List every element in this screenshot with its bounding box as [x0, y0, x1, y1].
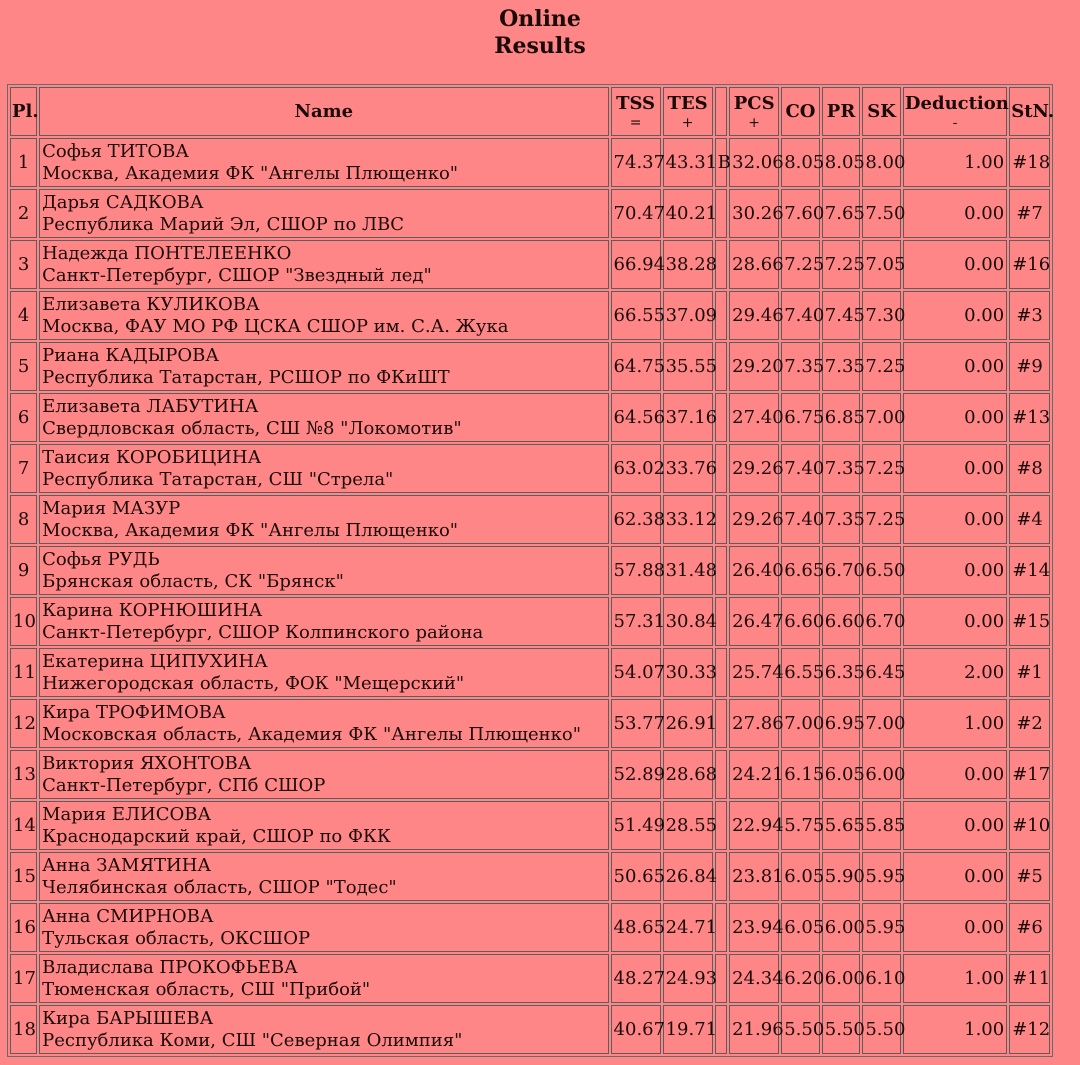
- pcs-cell: 32.06: [729, 138, 779, 187]
- name-cell: [39, 903, 608, 952]
- tss-cell: 66.94: [611, 240, 661, 289]
- pcs-cell: 21.96: [729, 1005, 779, 1054]
- sk-cell: 5.95: [862, 852, 901, 901]
- co-cell: 6.05: [781, 903, 820, 952]
- tss-cell: 74.37: [611, 138, 661, 187]
- skater-name: Риана КАДЫРОВА: [42, 344, 220, 366]
- col-header-start-number: StN.: [1009, 87, 1050, 136]
- sk-cell: 5.95: [862, 903, 901, 952]
- col-header-tss: TSS =: [611, 87, 661, 136]
- name-cell: [39, 393, 608, 442]
- skater-club: Нижегородская область, ФОК "Мещерский": [42, 672, 465, 694]
- col-header-sk: SK: [862, 87, 901, 136]
- table-row: [10, 903, 1050, 952]
- place-cell: 3: [10, 240, 37, 289]
- name-cell: [39, 954, 608, 1003]
- sk-cell: 6.10: [862, 954, 901, 1003]
- col-header-deduction: Deduction -: [903, 87, 1007, 136]
- table-row: [10, 291, 1050, 340]
- pr-cell: 6.05: [822, 750, 861, 799]
- tes-cell: 24.93: [663, 954, 713, 1003]
- table-row: [10, 699, 1050, 748]
- sk-cell: 7.50: [862, 189, 901, 238]
- skater-club: Челябинская область, СШОР "Тодес": [42, 876, 397, 898]
- place-cell: 5: [10, 342, 37, 391]
- tes-cell: 37.09: [663, 291, 713, 340]
- skater-club: Москва, Академия ФК "Ангелы Плющенко": [42, 162, 459, 184]
- pr-cell: 7.35: [822, 342, 861, 391]
- tss-cell: 57.88: [611, 546, 661, 595]
- place-cell: 12: [10, 699, 37, 748]
- table-row: [10, 750, 1050, 799]
- tes-cell: 31.48: [663, 546, 713, 595]
- start-number-cell: #11: [1009, 954, 1050, 1003]
- skater-club: Свердловская область, СШ №8 "Локомотив": [42, 417, 462, 439]
- place-cell: 6: [10, 393, 37, 442]
- start-number-cell: #8: [1009, 444, 1050, 493]
- page-title-line-1: Online: [499, 6, 581, 32]
- place-cell: 16: [10, 903, 37, 952]
- skater-club: Республика Марий Эл, СШОР по ЛВС: [42, 213, 405, 235]
- deduction-cell: 0.00: [903, 342, 1007, 391]
- co-cell: 6.75: [781, 393, 820, 442]
- deduction-cell: 0.00: [903, 444, 1007, 493]
- skater-name: Виктория ЯХОНТОВА: [42, 752, 252, 774]
- deduction-cell: 0.00: [903, 750, 1007, 799]
- name-cell: [39, 291, 608, 340]
- deduction-cell: 0.00: [903, 546, 1007, 595]
- results-table: [7, 84, 1053, 1057]
- deduction-cell: 1.00: [903, 138, 1007, 187]
- table-row: [10, 801, 1050, 850]
- header-row: [10, 87, 1050, 136]
- skater-club: Санкт-Петербург, СШОР "Звездный лед": [42, 264, 432, 286]
- table-row: [10, 393, 1050, 442]
- sk-cell: 6.00: [862, 750, 901, 799]
- skater-club: Тюменская область, СШ "Прибой": [42, 978, 371, 1000]
- pcs-cell: 29.46: [729, 291, 779, 340]
- co-cell: 7.00: [781, 699, 820, 748]
- pcs-cell: 24.34: [729, 954, 779, 1003]
- co-cell: 8.05: [781, 138, 820, 187]
- tss-cell: 62.38: [611, 495, 661, 544]
- table-row: [10, 240, 1050, 289]
- tes-cell: 35.55: [663, 342, 713, 391]
- deduction-cell: 0.00: [903, 291, 1007, 340]
- sk-cell: 7.05: [862, 240, 901, 289]
- co-cell: 7.40: [781, 495, 820, 544]
- tes-cell: 38.28: [663, 240, 713, 289]
- tes-cell: 28.55: [663, 801, 713, 850]
- col-header-deduction-operator: -: [952, 114, 958, 131]
- pr-cell: 6.00: [822, 954, 861, 1003]
- sk-cell: 5.50: [862, 1005, 901, 1054]
- col-header-tes: TES +: [663, 87, 713, 136]
- pcs-cell: 28.66: [729, 240, 779, 289]
- table-row: [10, 138, 1050, 187]
- tes-cell: 24.71: [663, 903, 713, 952]
- pr-cell: 6.95: [822, 699, 861, 748]
- skater-club: Москва, Академия ФК "Ангелы Плющенко": [42, 519, 459, 541]
- co-cell: 6.05: [781, 852, 820, 901]
- co-cell: 7.35: [781, 342, 820, 391]
- col-header-pr: PR: [822, 87, 861, 136]
- deduction-cell: 0.00: [903, 597, 1007, 646]
- pr-cell: 5.65: [822, 801, 861, 850]
- col-header-co: CO: [781, 87, 820, 136]
- skater-name: Карина КОРНЮШИНА: [42, 599, 263, 621]
- pcs-cell: 26.47: [729, 597, 779, 646]
- name-cell: [39, 495, 608, 544]
- col-header-pcs: PCS +: [729, 87, 779, 136]
- co-cell: 6.20: [781, 954, 820, 1003]
- deduction-cell: 0.00: [903, 801, 1007, 850]
- skater-club: Москва, ФАУ МО РФ ЦСКА СШОР им. С.А. Жука: [42, 315, 509, 337]
- deduction-cell: 0.00: [903, 393, 1007, 442]
- place-cell: 9: [10, 546, 37, 595]
- pr-cell: 5.50: [822, 1005, 861, 1054]
- pcs-cell: 27.40: [729, 393, 779, 442]
- skater-club: Тульская область, ОКСШОР: [42, 927, 311, 949]
- place-cell: 18: [10, 1005, 37, 1054]
- tes-cell: 30.84: [663, 597, 713, 646]
- table-row: [10, 495, 1050, 544]
- tss-cell: 66.55: [611, 291, 661, 340]
- pr-cell: 5.90: [822, 852, 861, 901]
- start-number-cell: #12: [1009, 1005, 1050, 1054]
- pcs-cell: 30.26: [729, 189, 779, 238]
- pr-cell: 8.05: [822, 138, 861, 187]
- skater-name: Анна СМИРНОВА: [42, 905, 214, 927]
- tss-cell: 64.56: [611, 393, 661, 442]
- tes-cell: 43.31: [663, 138, 713, 187]
- tes-cell: 33.76: [663, 444, 713, 493]
- name-cell: [39, 1005, 608, 1054]
- co-cell: 5.75: [781, 801, 820, 850]
- deduction-cell: 2.00: [903, 648, 1007, 697]
- co-cell: 5.50: [781, 1005, 820, 1054]
- name-cell: [39, 750, 608, 799]
- tes-cell: 28.68: [663, 750, 713, 799]
- deduction-cell: 1.00: [903, 954, 1007, 1003]
- place-cell: 8: [10, 495, 37, 544]
- deduction-cell: 0.00: [903, 189, 1007, 238]
- col-header-bonus: [715, 87, 728, 136]
- pcs-cell: 27.86: [729, 699, 779, 748]
- tss-cell: 54.07: [611, 648, 661, 697]
- page-title-line-2: Results: [494, 33, 586, 59]
- page-title: [0, 0, 1080, 78]
- table-row: [10, 444, 1050, 493]
- name-cell: [39, 138, 608, 187]
- tes-cell: 40.21: [663, 189, 713, 238]
- sk-cell: 7.25: [862, 342, 901, 391]
- sk-cell: 6.45: [862, 648, 901, 697]
- pr-cell: 7.65: [822, 189, 861, 238]
- pr-cell: 6.00: [822, 903, 861, 952]
- name-cell: [39, 801, 608, 850]
- place-cell: 10: [10, 597, 37, 646]
- start-number-cell: #7: [1009, 189, 1050, 238]
- name-cell: [39, 699, 608, 748]
- start-number-cell: #17: [1009, 750, 1050, 799]
- skater-club: Республика Татарстан, СШ "Стрела": [42, 468, 394, 490]
- start-number-cell: #2: [1009, 699, 1050, 748]
- sk-cell: 7.30: [862, 291, 901, 340]
- tss-cell: 51.49: [611, 801, 661, 850]
- sk-cell: 8.00: [862, 138, 901, 187]
- tes-cell: 26.84: [663, 852, 713, 901]
- col-header-place: Pl.: [10, 87, 37, 136]
- co-cell: 6.55: [781, 648, 820, 697]
- start-number-cell: #15: [1009, 597, 1050, 646]
- deduction-cell: 0.00: [903, 852, 1007, 901]
- pr-cell: 7.35: [822, 444, 861, 493]
- pcs-cell: 29.26: [729, 444, 779, 493]
- co-cell: 6.60: [781, 597, 820, 646]
- table-row: [10, 597, 1050, 646]
- place-cell: 1: [10, 138, 37, 187]
- pr-cell: 7.45: [822, 291, 861, 340]
- place-cell: 7: [10, 444, 37, 493]
- name-cell: [39, 189, 608, 238]
- skater-club: Республика Коми, СШ "Северная Олимпия": [42, 1029, 463, 1051]
- start-number-cell: #9: [1009, 342, 1050, 391]
- skater-name: Владислава ПРОКОФЬЕВА: [42, 956, 298, 978]
- place-cell: 17: [10, 954, 37, 1003]
- start-number-cell: #10: [1009, 801, 1050, 850]
- pr-cell: 6.35: [822, 648, 861, 697]
- sk-cell: 5.85: [862, 801, 901, 850]
- tss-cell: 52.89: [611, 750, 661, 799]
- co-cell: 6.65: [781, 546, 820, 595]
- name-cell: [39, 240, 608, 289]
- name-cell: [39, 546, 608, 595]
- co-cell: 7.40: [781, 291, 820, 340]
- start-number-cell: #1: [1009, 648, 1050, 697]
- sk-cell: 7.00: [862, 393, 901, 442]
- skater-name: Софья РУДЬ: [42, 548, 160, 570]
- place-cell: 14: [10, 801, 37, 850]
- col-header-pcs-operator: +: [748, 114, 761, 131]
- table-row: [10, 852, 1050, 901]
- col-header-tes-operator: +: [681, 114, 694, 131]
- pcs-cell: 22.94: [729, 801, 779, 850]
- skater-club: Санкт-Петербург, СПб СШОР: [42, 774, 326, 796]
- tss-cell: 63.02: [611, 444, 661, 493]
- table-row: [10, 342, 1050, 391]
- sk-cell: 7.00: [862, 699, 901, 748]
- co-cell: 6.15: [781, 750, 820, 799]
- skater-name: Дарья САДКОВА: [42, 191, 204, 213]
- table-row: [10, 954, 1050, 1003]
- start-number-cell: #13: [1009, 393, 1050, 442]
- tss-cell: 64.75: [611, 342, 661, 391]
- pr-cell: 6.60: [822, 597, 861, 646]
- co-cell: 7.25: [781, 240, 820, 289]
- pcs-cell: 25.74: [729, 648, 779, 697]
- pr-cell: 6.70: [822, 546, 861, 595]
- pcs-cell: 29.20: [729, 342, 779, 391]
- skater-name: Таисия КОРОБИЦИНА: [42, 446, 262, 468]
- co-cell: 7.60: [781, 189, 820, 238]
- skater-club: Брянская область, СК "Брянск": [42, 570, 344, 592]
- skater-name: Мария МАЗУР: [42, 497, 181, 519]
- name-cell: [39, 648, 608, 697]
- start-number-cell: #5: [1009, 852, 1050, 901]
- col-header-name: Name: [39, 87, 608, 136]
- sk-cell: 6.50: [862, 546, 901, 595]
- start-number-cell: #6: [1009, 903, 1050, 952]
- pr-cell: 7.25: [822, 240, 861, 289]
- tss-cell: 50.65: [611, 852, 661, 901]
- name-cell: [39, 444, 608, 493]
- skater-club: Московская область, Академия ФК "Ангелы Плющенко": [42, 723, 581, 745]
- skater-name: Анна ЗАМЯТИНА: [42, 854, 212, 876]
- bonus-cell: B: [715, 138, 728, 187]
- name-cell: [39, 852, 608, 901]
- tes-cell: 33.12: [663, 495, 713, 544]
- tes-cell: 30.33: [663, 648, 713, 697]
- tes-cell: 19.71: [663, 1005, 713, 1054]
- skater-name: Софья ТИТОВА: [42, 140, 190, 162]
- deduction-cell: 1.00: [903, 1005, 1007, 1054]
- skater-club: Республика Татарстан, РСШОР по ФКиШТ: [42, 366, 450, 388]
- tss-cell: 53.77: [611, 699, 661, 748]
- deduction-cell: 0.00: [903, 903, 1007, 952]
- name-cell: [39, 342, 608, 391]
- table-row: [10, 1005, 1050, 1054]
- tes-cell: 26.91: [663, 699, 713, 748]
- col-header-tss-operator: =: [629, 114, 642, 131]
- pr-cell: 7.35: [822, 495, 861, 544]
- start-number-cell: #18: [1009, 138, 1050, 187]
- place-cell: 4: [10, 291, 37, 340]
- tss-cell: 48.65: [611, 903, 661, 952]
- skater-name: Екатерина ЦИПУХИНА: [42, 650, 268, 672]
- skater-name: Кира ТРОФИМОВА: [42, 701, 226, 723]
- table-row: [10, 546, 1050, 595]
- skater-name: Надежда ПОНТЕЛЕЕНКО: [42, 242, 292, 264]
- tss-cell: 70.47: [611, 189, 661, 238]
- start-number-cell: #3: [1009, 291, 1050, 340]
- tes-cell: 37.16: [663, 393, 713, 442]
- deduction-cell: 0.00: [903, 240, 1007, 289]
- deduction-cell: 1.00: [903, 699, 1007, 748]
- tss-cell: 57.31: [611, 597, 661, 646]
- place-cell: 15: [10, 852, 37, 901]
- tss-cell: 48.27: [611, 954, 661, 1003]
- place-cell: 11: [10, 648, 37, 697]
- sk-cell: 6.70: [862, 597, 901, 646]
- skater-club: Санкт-Петербург, СШОР Колпинского района: [42, 621, 484, 643]
- sk-cell: 7.25: [862, 495, 901, 544]
- pcs-cell: 29.26: [729, 495, 779, 544]
- skater-name: Елизавета КУЛИКОВА: [42, 293, 260, 315]
- co-cell: 7.40: [781, 444, 820, 493]
- deduction-cell: 0.00: [903, 495, 1007, 544]
- skater-club: Краснодарский край, СШОР по ФКК: [42, 825, 391, 847]
- start-number-cell: #4: [1009, 495, 1050, 544]
- pcs-cell: 24.21: [729, 750, 779, 799]
- start-number-cell: #14: [1009, 546, 1050, 595]
- table-row: [10, 648, 1050, 697]
- table-row: [10, 189, 1050, 238]
- start-number-cell: #16: [1009, 240, 1050, 289]
- name-cell: [39, 597, 608, 646]
- place-cell: 2: [10, 189, 37, 238]
- pcs-cell: 23.81: [729, 852, 779, 901]
- tss-cell: 40.67: [611, 1005, 661, 1054]
- skater-name: Кира БАРЫШЕВА: [42, 1007, 214, 1029]
- pcs-cell: 23.94: [729, 903, 779, 952]
- sk-cell: 7.25: [862, 444, 901, 493]
- place-cell: 13: [10, 750, 37, 799]
- pr-cell: 6.85: [822, 393, 861, 442]
- skater-name: Елизавета ЛАБУТИНА: [42, 395, 259, 417]
- skater-name: Мария ЕЛИСОВА: [42, 803, 212, 825]
- pcs-cell: 26.40: [729, 546, 779, 595]
